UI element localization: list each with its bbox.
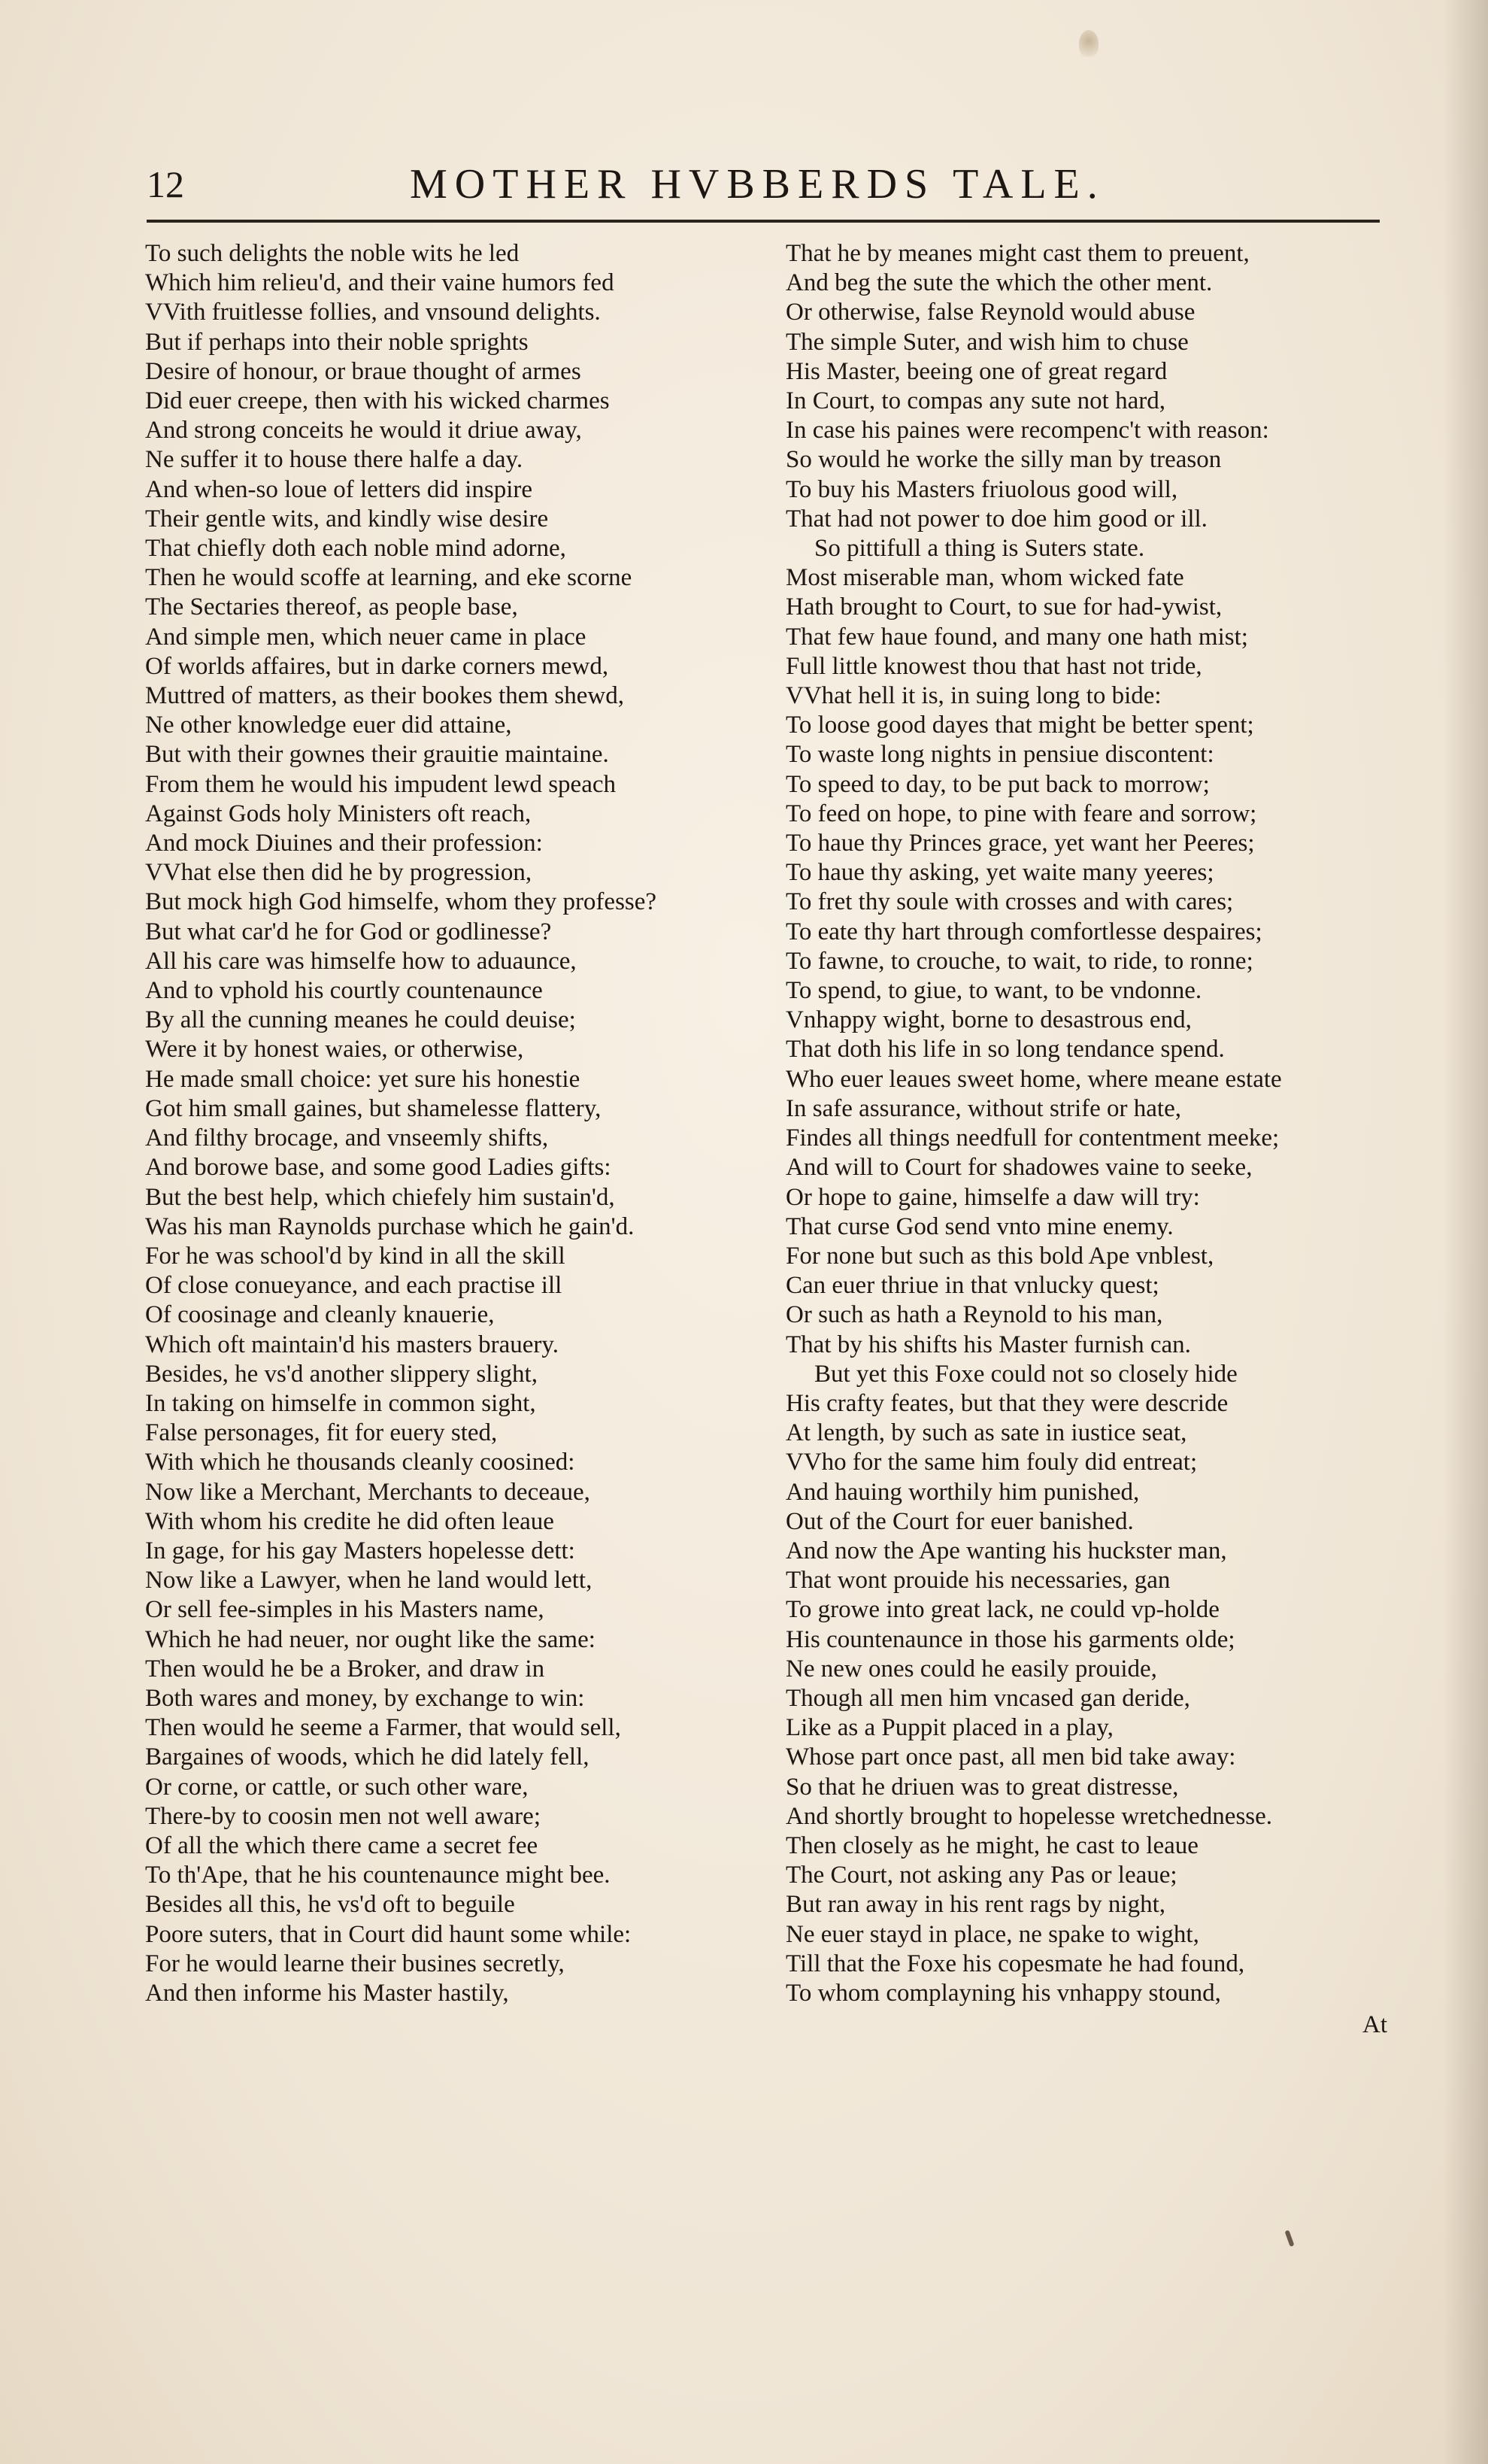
verse-line: And strong conceits he would it driue away, — [145, 417, 582, 445]
verse-line: In safe assurance, without strife or hate, — [786, 1094, 1181, 1122]
verse-line: For none but such as this bold Ape vnblest, — [786, 1242, 1214, 1270]
verse-line: The Court, not asking any Pas or leaue; — [786, 1862, 1177, 1889]
verse-line: Then would he be a Broker, and draw in — [145, 1655, 545, 1683]
verse-line: With which he thousands cleanly coosined: — [145, 1449, 575, 1476]
verse-line: At length, by such as sate in iustice seat, — [786, 1419, 1187, 1447]
verse-line: By all the cunning meanes he could deuise; — [145, 1006, 576, 1034]
verse-line: But what car'd he for God or godlinesse? — [145, 918, 552, 945]
spine-shadow — [1443, 0, 1488, 2464]
verse-line: And shortly brought to hopelesse wretchednesse. — [786, 1802, 1273, 1830]
page-blemish — [1079, 30, 1099, 57]
verse-line: Of close conueyance, and each practise ill — [145, 1272, 562, 1300]
verse-line: Now like a Merchant, Merchants to deceaue, — [145, 1478, 590, 1506]
verse-line: Ne euer stayd in place, ne spake to wight, — [786, 1920, 1199, 1948]
verse-line: Bargaines of woods, which he did lately fell, — [145, 1743, 589, 1771]
verse-line: Or hope to gaine, himselfe a daw will try: — [786, 1183, 1200, 1211]
header-rule — [147, 220, 1380, 223]
verse-line: From them he would his impudent lewd speach — [145, 770, 616, 798]
verse-line: But ran away in his rent rags by night, — [786, 1891, 1165, 1919]
verse-line: Findes all things needfull for contentment meeke; — [786, 1124, 1280, 1152]
verse-line: In case his paines were recompenc't with reason: — [786, 417, 1269, 445]
verse-line: That had not power to doe him good or ill. — [786, 505, 1208, 533]
verse-line: Both wares and money, by exchange to win: — [145, 1684, 585, 1712]
ink-speck — [1284, 2230, 1294, 2247]
verse-line: Most miserable man, whom wicked fate — [786, 564, 1184, 592]
verse-line: Full little knowest thou that hast not tride, — [786, 652, 1202, 680]
verse-line: But if perhaps into their noble sprights — [145, 328, 529, 356]
verse-line: So would he worke the silly man by treason — [786, 446, 1222, 474]
verse-line: Though all men him vncased gan deride, — [786, 1684, 1190, 1712]
verse-line: To th'Ape, that he his countenaunce might bee. — [145, 1862, 611, 1889]
verse-line: Then closely as he might, he cast to leaue — [786, 1831, 1199, 1859]
verse-line: Or otherwise, false Reynold would abuse — [786, 299, 1196, 326]
verse-line: Poore suters, that in Court did haunt some while: — [145, 1920, 632, 1948]
catchword: At — [1362, 2011, 1387, 2038]
verse-line: That curse God send vnto mine enemy. — [786, 1212, 1174, 1240]
verse-line: Which him relieu'd, and their vaine humors fed — [145, 269, 614, 297]
verse-line: Out of the Court for euer banished. — [786, 1507, 1134, 1535]
verse-line: VVhat hell it is, in suing long to bide: — [786, 682, 1162, 710]
verse-line: That he by meanes might cast them to preuent, — [786, 240, 1250, 267]
verse-line: But yet this Foxe could not so closely hide — [814, 1360, 1238, 1388]
verse-line: Or corne, or cattle, or such other ware, — [145, 1773, 529, 1801]
verse-line: Of all the which there came a secret fee — [145, 1831, 538, 1859]
verse-line: Was his man Raynolds purchase which he gain'd. — [145, 1212, 635, 1240]
verse-line: Can euer thriue in that vnlucky quest; — [786, 1272, 1159, 1300]
verse-line: To eate thy hart through comfortlesse despaires; — [786, 918, 1262, 945]
verse-line: So that he driuen was to great distresse, — [786, 1773, 1179, 1801]
verse-line: Ne other knowledge euer did attaine, — [145, 712, 512, 739]
verse-line: His countenaunce in those his garments olde; — [786, 1625, 1235, 1653]
verse-line: And hauing worthily him punished, — [786, 1478, 1140, 1506]
verse-line: But the best help, which chiefely him sustain'd, — [145, 1183, 615, 1211]
verse-line: He made small choice: yet sure his honestie — [145, 1065, 580, 1093]
verse-line: Hath brought to Court, to sue for had-ywist, — [786, 593, 1223, 621]
verse-line: Of coosinage and cleanly knauerie, — [145, 1301, 495, 1329]
verse-line: Against Gods holy Ministers oft reach, — [145, 800, 532, 827]
verse-line: Their gentle wits, and kindly wise desire — [145, 505, 549, 533]
running-title: MOTHER HVBBERDS TALE. — [410, 161, 1105, 208]
verse-line: All his care was himselfe how to aduaunce, — [145, 947, 577, 975]
verse-line: Were it by honest waies, or otherwise, — [145, 1036, 524, 1064]
verse-line: Muttred of matters, as their bookes them shewd, — [145, 682, 624, 710]
verse-line: In Court, to compas any sute not hard, — [786, 387, 1165, 415]
verse-line: That wont prouide his necessaries, gan — [786, 1567, 1171, 1595]
verse-line: To such delights the noble wits he led — [145, 240, 520, 267]
verse-line: That by his shifts his Master furnish can. — [786, 1331, 1191, 1358]
verse-line: His Master, beeing one of great regard — [786, 357, 1168, 385]
verse-line: With whom his credite he did often leaue — [145, 1507, 554, 1535]
page-number: 12 — [147, 163, 184, 205]
verse-line: To fawne, to crouche, to wait, to ride, to ronne; — [786, 947, 1253, 975]
verse-line: So pittifull a thing is Suters state. — [814, 535, 1145, 563]
verse-line: To whom complayning his vnhappy stound, — [786, 1979, 1221, 2007]
verse-line: To growe into great lack, ne could vp-holde — [786, 1596, 1220, 1624]
verse-line: Did euer creepe, then with his wicked charmes — [145, 387, 610, 415]
verse-line: That few haue found, and many one hath mist; — [786, 623, 1248, 651]
verse-line: The simple Suter, and wish him to chuse — [786, 328, 1189, 356]
verse-line: VVho for the same him fouly did entreat; — [786, 1449, 1198, 1476]
verse-line: But mock high God himselfe, whom they professe? — [145, 888, 657, 916]
verse-line: And beg the sute the which the other ment. — [786, 269, 1213, 297]
verse-line: His crafty feates, but that they were descride — [786, 1389, 1229, 1417]
verse-line: Till that the Foxe his copesmate he had found, — [786, 1950, 1245, 1977]
verse-line: To feed on hope, to pine with feare and sorrow; — [786, 800, 1257, 827]
page-header — [147, 158, 1380, 211]
right-column — [786, 239, 1387, 2008]
verse-line: Desire of honour, or braue thought of armes — [145, 357, 581, 385]
verse-line: And mock Diuines and their profession: — [145, 830, 543, 857]
verse-line: And to vphold his courtly countenaunce — [145, 977, 543, 1005]
verse-line: Or such as hath a Reynold to his man, — [786, 1301, 1163, 1329]
verse-line: That chiefly doth each noble mind adorne, — [145, 535, 566, 563]
verse-line: To loose good dayes that might be better spent; — [786, 712, 1254, 739]
verse-line: Now like a Lawyer, when he land would lett, — [145, 1567, 592, 1595]
verse-line: Of worlds affaires, but in darke corners mewd, — [145, 652, 609, 680]
verse-line: Who euer leaues sweet home, where meane estate — [786, 1065, 1282, 1093]
verse-line: There-by to coosin men not well aware; — [145, 1802, 541, 1830]
verse-line: VVhat else then did he by progression, — [145, 859, 532, 887]
verse-line: In gage, for his gay Masters hopelesse dett: — [145, 1537, 575, 1564]
verse-line: False personages, fit for euery sted, — [145, 1419, 498, 1447]
verse-line: For he was school'd by kind in all the skill — [145, 1242, 565, 1270]
verse-line: That doth his life in so long tendance spend. — [786, 1036, 1225, 1064]
verse-line: Which he had neuer, nor ought like the same: — [145, 1625, 596, 1653]
verse-line: Which oft maintain'd his masters brauery. — [145, 1331, 559, 1358]
verse-line: VVith fruitlesse follies, and vnsound delights. — [145, 299, 601, 326]
verse-line: Whose part once past, all men bid take away: — [786, 1743, 1236, 1771]
verse-line: For he would learne their busines secretly, — [145, 1950, 565, 1977]
verse-line: To haue thy Princes grace, yet want her Peeres; — [786, 830, 1255, 857]
verse-line: And then informe his Master hastily, — [145, 1979, 509, 2007]
verse-line: But with their gownes their grauitie maintaine. — [145, 741, 609, 769]
verse-line: To waste long nights in pensiue discontent: — [786, 741, 1214, 769]
verse-line: The Sectaries thereof, as people base, — [145, 593, 518, 621]
verse-line: Then he would scoffe at learning, and eke scorne — [145, 564, 632, 592]
verse-line: Got him small gaines, but shamelesse flattery, — [145, 1094, 602, 1122]
verse-line: And when-so loue of letters did inspire — [145, 475, 533, 503]
verse-line: To spend, to giue, to want, to be vndonne. — [786, 977, 1202, 1005]
verse-line: Then would he seeme a Farmer, that would sell, — [145, 1714, 621, 1742]
verse-line: And simple men, which neuer came in place — [145, 623, 586, 651]
verse-line: And will to Court for shadowes vaine to seeke, — [786, 1154, 1253, 1182]
verse-line: And borowe base, and some good Ladies gifts: — [145, 1154, 611, 1182]
left-column — [145, 239, 762, 2008]
verse-line: Or sell fee-simples in his Masters name, — [145, 1596, 544, 1624]
verse-line: Ne suffer it to house there halfe a day. — [145, 446, 523, 474]
verse-line: Vnhappy wight, borne to desastrous end, — [786, 1006, 1192, 1034]
verse-line: Besides, he vs'd another slippery slight, — [145, 1360, 538, 1388]
verse-line: Besides all this, he vs'd oft to beguile — [145, 1891, 515, 1919]
verse-line: In taking on himselfe in common sight, — [145, 1389, 536, 1417]
verse-line: Ne new ones could he easily prouide, — [786, 1655, 1157, 1683]
verse-line: To fret thy soule with crosses and with cares; — [786, 888, 1234, 916]
verse-line: To haue thy asking, yet waite many yeeres; — [786, 859, 1214, 887]
verse-line: And filthy brocage, and vnseemly shifts, — [145, 1124, 549, 1152]
verse-line: To buy his Masters friuolous good will, — [786, 475, 1178, 503]
verse-line: Like as a Puppit placed in a play, — [786, 1714, 1114, 1742]
verse-line: And now the Ape wanting his huckster man, — [786, 1537, 1227, 1564]
verse-line: To speed to day, to be put back to morrow; — [786, 770, 1210, 798]
